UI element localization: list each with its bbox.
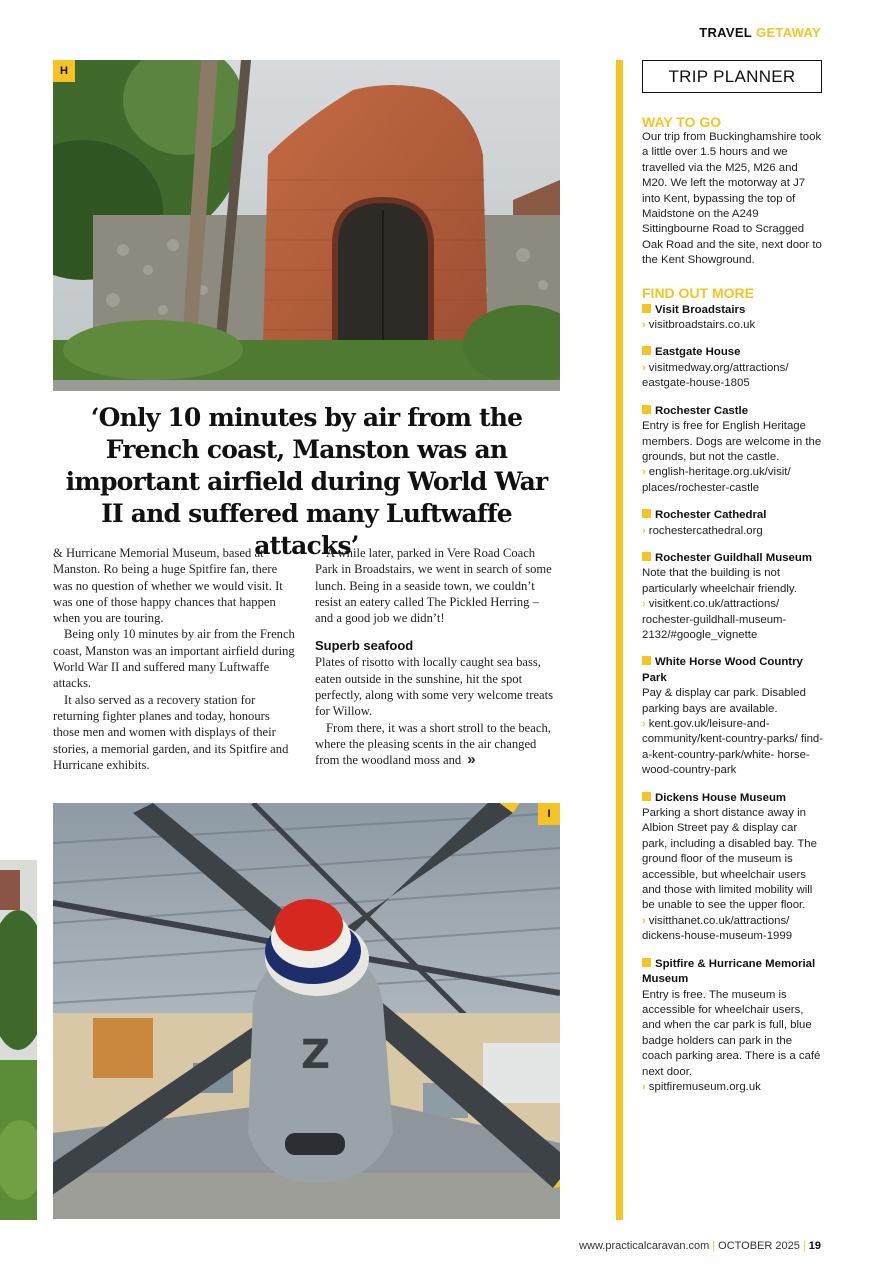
resource-link[interactable]: english-heritage.org.uk/visit/ places/rochester-castle [642,466,791,494]
resource-entry [642,508,824,539]
chevron-right-icon: › [642,361,646,374]
resource-link[interactable]: rochestercathedral.org [648,524,763,537]
footer-issue: OCTOBER 2025 [718,1240,800,1252]
section-header [699,25,821,40]
bullet-square-icon [642,552,651,561]
article-paragraph-text: From there, it was a short stroll to the beach, where the pleasing scents in the air changed from the woodland moss and [315,720,551,768]
trip-planner-sidebar [642,60,824,1095]
resource-link[interactable]: visitbroadstairs.co.uk [648,319,756,332]
resource-name: Spitfire & Hurricane Memorial Museum [642,957,816,986]
article-column-1 [53,545,298,773]
footer-site: www.practicalcaravan.com [579,1240,710,1252]
resource-note: Pay & display car park. Disabled parking bays are available. [642,687,806,715]
bullet-square-icon [642,656,651,665]
resource-entry [642,303,824,334]
subsection-label: GETAWAY [756,25,821,40]
resource-link[interactable]: spitfiremuseum.org.uk [648,1080,761,1093]
pull-quote: ‘Only 10 minutes by air from the French coast, Manston was an important airfield during World War II and suffered many Luftwaffe attacks’ [65,403,548,560]
brick-gateway-illustration [53,60,560,391]
resource-entry [642,345,824,391]
resource-name: Visit Broadstairs [655,303,746,316]
article-paragraph: Being only 10 minutes by air from the French coast, Manston was an important airfield during World War II and suffered many Luftwaffe attacks. [53,627,295,691]
find-out-more-heading: FIND OUT MORE [642,284,754,301]
resource-name: Rochester Castle [655,404,749,417]
resource-link[interactable]: visitmedway.org/attractions/ eastgate-house-1805 [642,361,789,390]
photo-brick-gateway [53,60,560,391]
page-footer [579,1240,821,1252]
resource-note: Note that the building is not particularly wheelchair friendly. [642,567,797,595]
resource-note: Entry is free for English Heritage members. Dogs are welcome in the grounds, but not the castle. [642,420,822,463]
continue-arrow-icon: » [467,751,476,769]
bullet-square-icon [642,958,651,967]
resource-entry [642,655,824,778]
footer-separator: | [712,1240,716,1252]
photo-label-badge: H [53,60,75,82]
article-paragraph: Plates of risotto with locally caught sea bass, eaten outside in the sunshine, hit the spot perfectly, along with some very welcome treats for Willow. [315,655,554,719]
plane-marking-text: Z [301,1032,331,1078]
article-column-2 [315,545,560,769]
resource-entry [642,404,824,496]
resource-note: Parking a short distance away in Albion Street pay & display car park, including a disabled bay. The ground floor of the museum is accessible, but wheelchair users and those with limited mobility will be unable to see the upper floor. [642,807,817,912]
resource-entry [642,791,824,945]
photo-label-badge: I [538,803,560,825]
chevron-right-icon: › [642,1080,646,1093]
resource-link[interactable]: visitthanet.co.uk/attractions/ dickens-house-museum-1999 [642,914,793,943]
resource-name: White Horse Wood Country Park [642,656,803,684]
resource-name: Rochester Cathedral [655,509,767,522]
photo-spitfire [53,803,560,1219]
spitfire-illustration [53,803,560,1219]
bullet-square-icon [642,405,651,414]
bullet-square-icon [642,304,651,313]
way-to-go-text: Our trip from Buckinghamshire took a little over 1.5 hours and we travelled via the M25, M26 and M20. We left the motorway at J7 into Kent, bypassing the top of Maidstone on the A249 Sittingbourne Road to Scragged Oak Road and the site, next door to the Kent Showground. [642,131,822,267]
way-to-go-heading: WAY TO GO [642,114,722,130]
chevron-right-icon: › [642,914,646,927]
bullet-square-icon [642,346,651,355]
chevron-right-icon: › [642,598,646,611]
chevron-right-icon: › [642,319,646,332]
resource-entry [642,957,824,1096]
chevron-right-icon: › [642,524,646,537]
resource-name: Rochester Guildhall Museum [655,551,812,564]
section-label: TRAVEL [699,25,753,40]
trip-planner-title: TRIP PLANNER [642,60,822,93]
page-number: 19 [808,1240,821,1252]
adjacent-photo-illustration [0,860,37,1220]
article-subheading: Superb seafood [315,638,414,654]
bullet-square-icon [642,509,651,518]
article-paragraph-last [315,720,560,769]
article-paragraph: A while later, parked in Vere Road Coach Park in Broadstairs, we went in search of some lunch. Being in a seaside town, we couldn’t resist an eatery called The Pickled Herring – and a good job we didn’t! [315,546,552,626]
resource-note: Entry is free. The museum is accessible for wheelchair users, and when the car park is full, blue badge holders can park in the coach parking area. There is a café next door. [642,988,821,1078]
sidebar-accent-bar [616,60,623,1220]
resource-link[interactable]: visitkent.co.uk/attractions/ rochester-guildhall-museum- 2132/#google_vignette [642,598,787,641]
resource-name: Eastgate House [655,346,741,359]
adjacent-page-photo-edge [0,860,37,1220]
article-paragraph: It also served as a recovery station for returning fighter planes and today, honours those men and women with displays of their stories, a memorial garden, and its Spitfire and Hurricane exhibits. [53,692,289,772]
resource-link[interactable]: kent.gov.uk/leisure-and- community/kent-country-parks/ find-a-kent-country-park/white- horse-wood-country-park [642,718,824,777]
resource-entry [642,551,824,643]
resource-name: Dickens House Museum [655,791,787,804]
chevron-right-icon: › [642,718,646,730]
footer-separator: | [802,1240,806,1252]
chevron-right-icon: › [642,466,646,479]
bullet-square-icon [642,792,651,801]
article-paragraph: & Hurricane Memorial Museum, based at Manston. Ro being a huge Spitfire fan, there was no question of whether we would visit. It was one of those happy chances that happen when you are touring. [53,546,283,626]
